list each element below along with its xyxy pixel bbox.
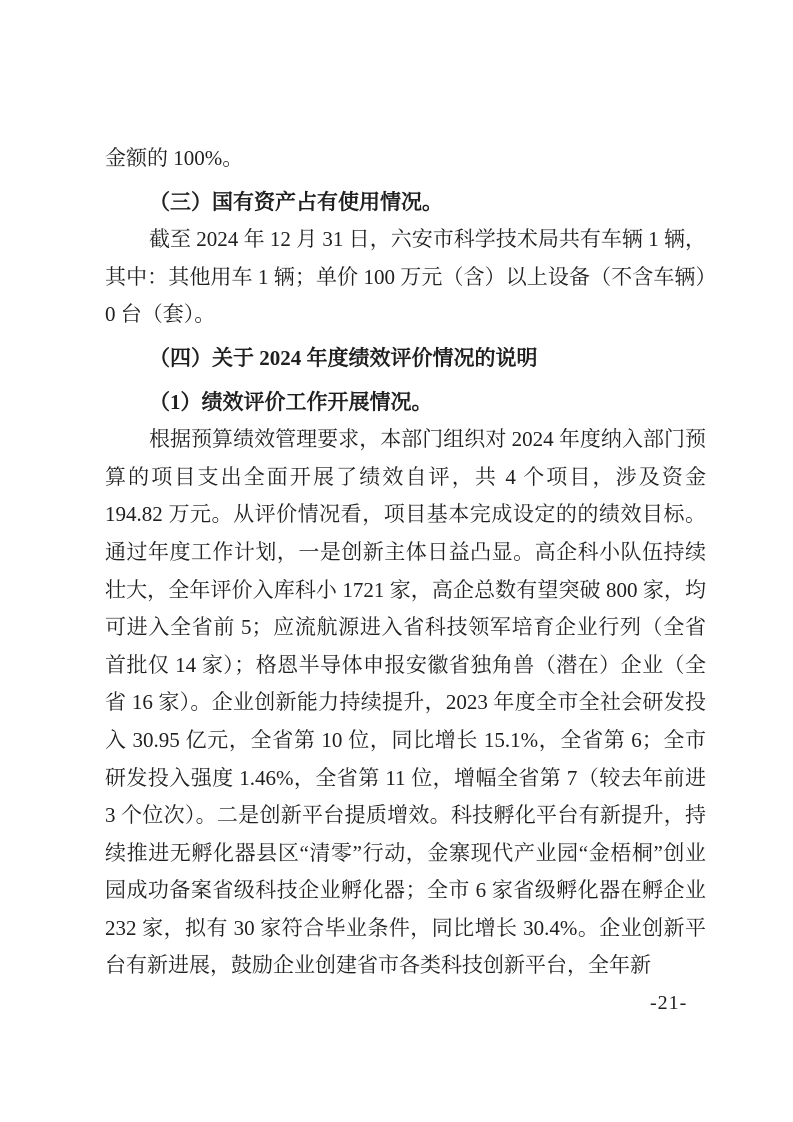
document-body — [105, 140, 706, 985]
section-heading-performance-evaluation: （四）关于 2024 年度绩效评价情况的说明 — [149, 345, 538, 370]
paragraph-state-assets: 截至 2024 年 12 月 31 日，六安市科学技术局共有车辆 1 辆，其中：其他用车 1 辆；单价 100 万元（含）以上设备（不含车辆）0 台（套）。 — [105, 227, 706, 327]
paragraph-performance-evaluation: 根据预算绩效管理要求，本部门组织对 2024 年度纳入部门预算的项目支出全面开展了绩效自评，共 4 个项目，涉及资金 194.82 万元。从评价情况看，项目基本完成设定的的绩效目标。通过年度工作计划，一是创新主体日益凸显。高企科小队伍持续壮大，全年评价入库科小 1721 家，高企总数有望突破 800 家，均可进入全省前 5；应流航源进入省科技领军培育企业行列（全省首批仅 14 家）；格恩半导体申报安徽省独角兽（潜在）企业（全省 16 家）。企业创新能力持续提升，2023 年度全市全社会研发投入 30.95 亿元，全省第 10 位，同比增长 15.1%，全省第 6；全市研发投入强度 1.46%，全省第 11 位，增幅全省第 7（较去年前进 3 个位次）。二是创新平台提质增效。科技孵化平台有新提升，持续推进无孵化器县区“清零”行动，金寨现代产业园“金梧桐”创业园成功备案省级科技企业孵化器；全市 6 家省级孵化器在孵企业 232 家，拟有 30 家符合毕业条件，同比增长 30.4%。企业创新平台有新进展，鼓励企业创建省市各类科技创新平台，全年新 — [105, 427, 706, 978]
subsection-heading-evaluation-work: （1）绩效评价工作开展情况。 — [149, 389, 433, 414]
section-heading-state-assets: （三）国有资产占有使用情况。 — [149, 189, 443, 214]
page-number: -21- — [650, 992, 688, 1014]
paragraph-continuation: 金额的 100%。 — [105, 146, 244, 170]
